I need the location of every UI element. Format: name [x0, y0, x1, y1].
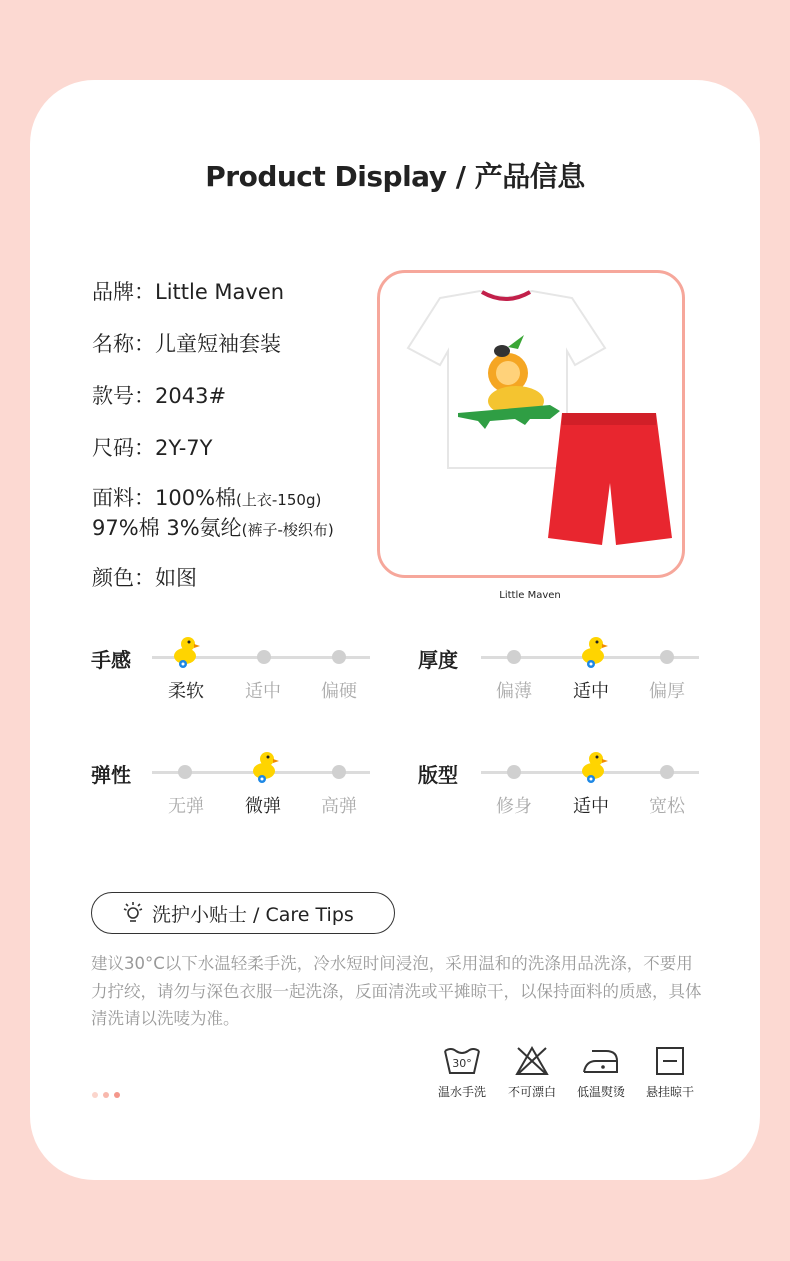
attr-option: 适中: [245, 681, 281, 702]
pagination-dot: [103, 1092, 109, 1098]
attr-option: 宽松: [649, 796, 685, 817]
no-bleach-icon: [514, 1045, 550, 1077]
hand-wash-30-icon: [442, 1045, 482, 1077]
attr-hand-feel-label: 手感: [91, 648, 131, 672]
duck-marker-icon: [577, 634, 609, 670]
care-instructions: 建议30°C以下水温轻柔手洗，冷水短时间浸泡，采用温和的洗涤用品洗涤，不要用力拧绞，请勿与深色衣服一起洗涤，反面清洗或平摊晾干，以保持面料的质感，具体清洗请以洗唛为准。: [91, 954, 702, 1028]
attr-option: 高弹: [321, 796, 357, 817]
spec-style-number: 款号：2043#: [92, 384, 227, 408]
title-cn: 产品信息: [474, 160, 585, 193]
attr-option: 适中: [573, 681, 609, 702]
attr-option: 柔软: [168, 681, 204, 702]
spec-size: 尺码：2Y-7Y: [92, 436, 213, 460]
attr-option: 修身: [496, 796, 532, 817]
attr-dot: [178, 765, 192, 779]
attr-dot: [507, 650, 521, 664]
outfit-illustration: [380, 273, 682, 575]
title-en: Product Display: [205, 160, 447, 193]
care-tips-pill: [91, 892, 395, 934]
attr-fit-label: 版型: [418, 763, 458, 787]
duck-marker-icon: [169, 634, 201, 670]
attr-option: 偏薄: [496, 681, 532, 702]
duck-marker-icon: [248, 749, 280, 785]
duck-marker-icon: [577, 749, 609, 785]
attr-elasticity-label: 弹性: [91, 763, 131, 787]
care-item: 不可漂白: [497, 1045, 567, 1100]
attr-thickness-label: 厚度: [418, 648, 458, 672]
page-title: Product Display / 产品信息: [205, 160, 585, 193]
spec-fabric: 面料：100%棉(上衣-150g) 97%棉 3%氨纶(裤子-梭织布): [92, 486, 334, 540]
spec-brand: 品牌：Little Maven: [92, 280, 285, 304]
pagination-dot: [114, 1092, 120, 1098]
low-iron-icon: [582, 1045, 620, 1077]
spec-name: 名称：儿童短袖套装: [92, 332, 281, 356]
spec-color: 颜色：如图: [92, 566, 197, 590]
attr-dot: [507, 765, 521, 779]
attr-option: 微弹: [245, 796, 281, 817]
attr-option: 偏硬: [321, 681, 357, 702]
care-tips-title: 洗护小贴士 / Care Tips: [152, 903, 354, 926]
care-item: 30° 温水手洗: [427, 1045, 497, 1100]
care-item: 悬挂晾干: [635, 1045, 705, 1100]
pagination-dot: [92, 1092, 98, 1098]
attr-option: 偏厚: [649, 681, 685, 702]
care-item: 低温熨烫: [566, 1045, 636, 1100]
image-caption: Little Maven: [499, 590, 561, 601]
attr-dot: [257, 650, 271, 664]
attr-dot: [660, 765, 674, 779]
attr-option: 无弹: [168, 796, 204, 817]
svg-text:30°: 30°: [452, 1057, 472, 1070]
attr-dot: [660, 650, 674, 664]
attr-dot: [332, 765, 346, 779]
attr-dot: [332, 650, 346, 664]
pagination-dots: [92, 1092, 120, 1098]
attr-option: 适中: [573, 796, 609, 817]
product-image: [377, 270, 685, 578]
hang-dry-icon: [654, 1045, 686, 1077]
lightbulb-icon: [122, 901, 144, 925]
